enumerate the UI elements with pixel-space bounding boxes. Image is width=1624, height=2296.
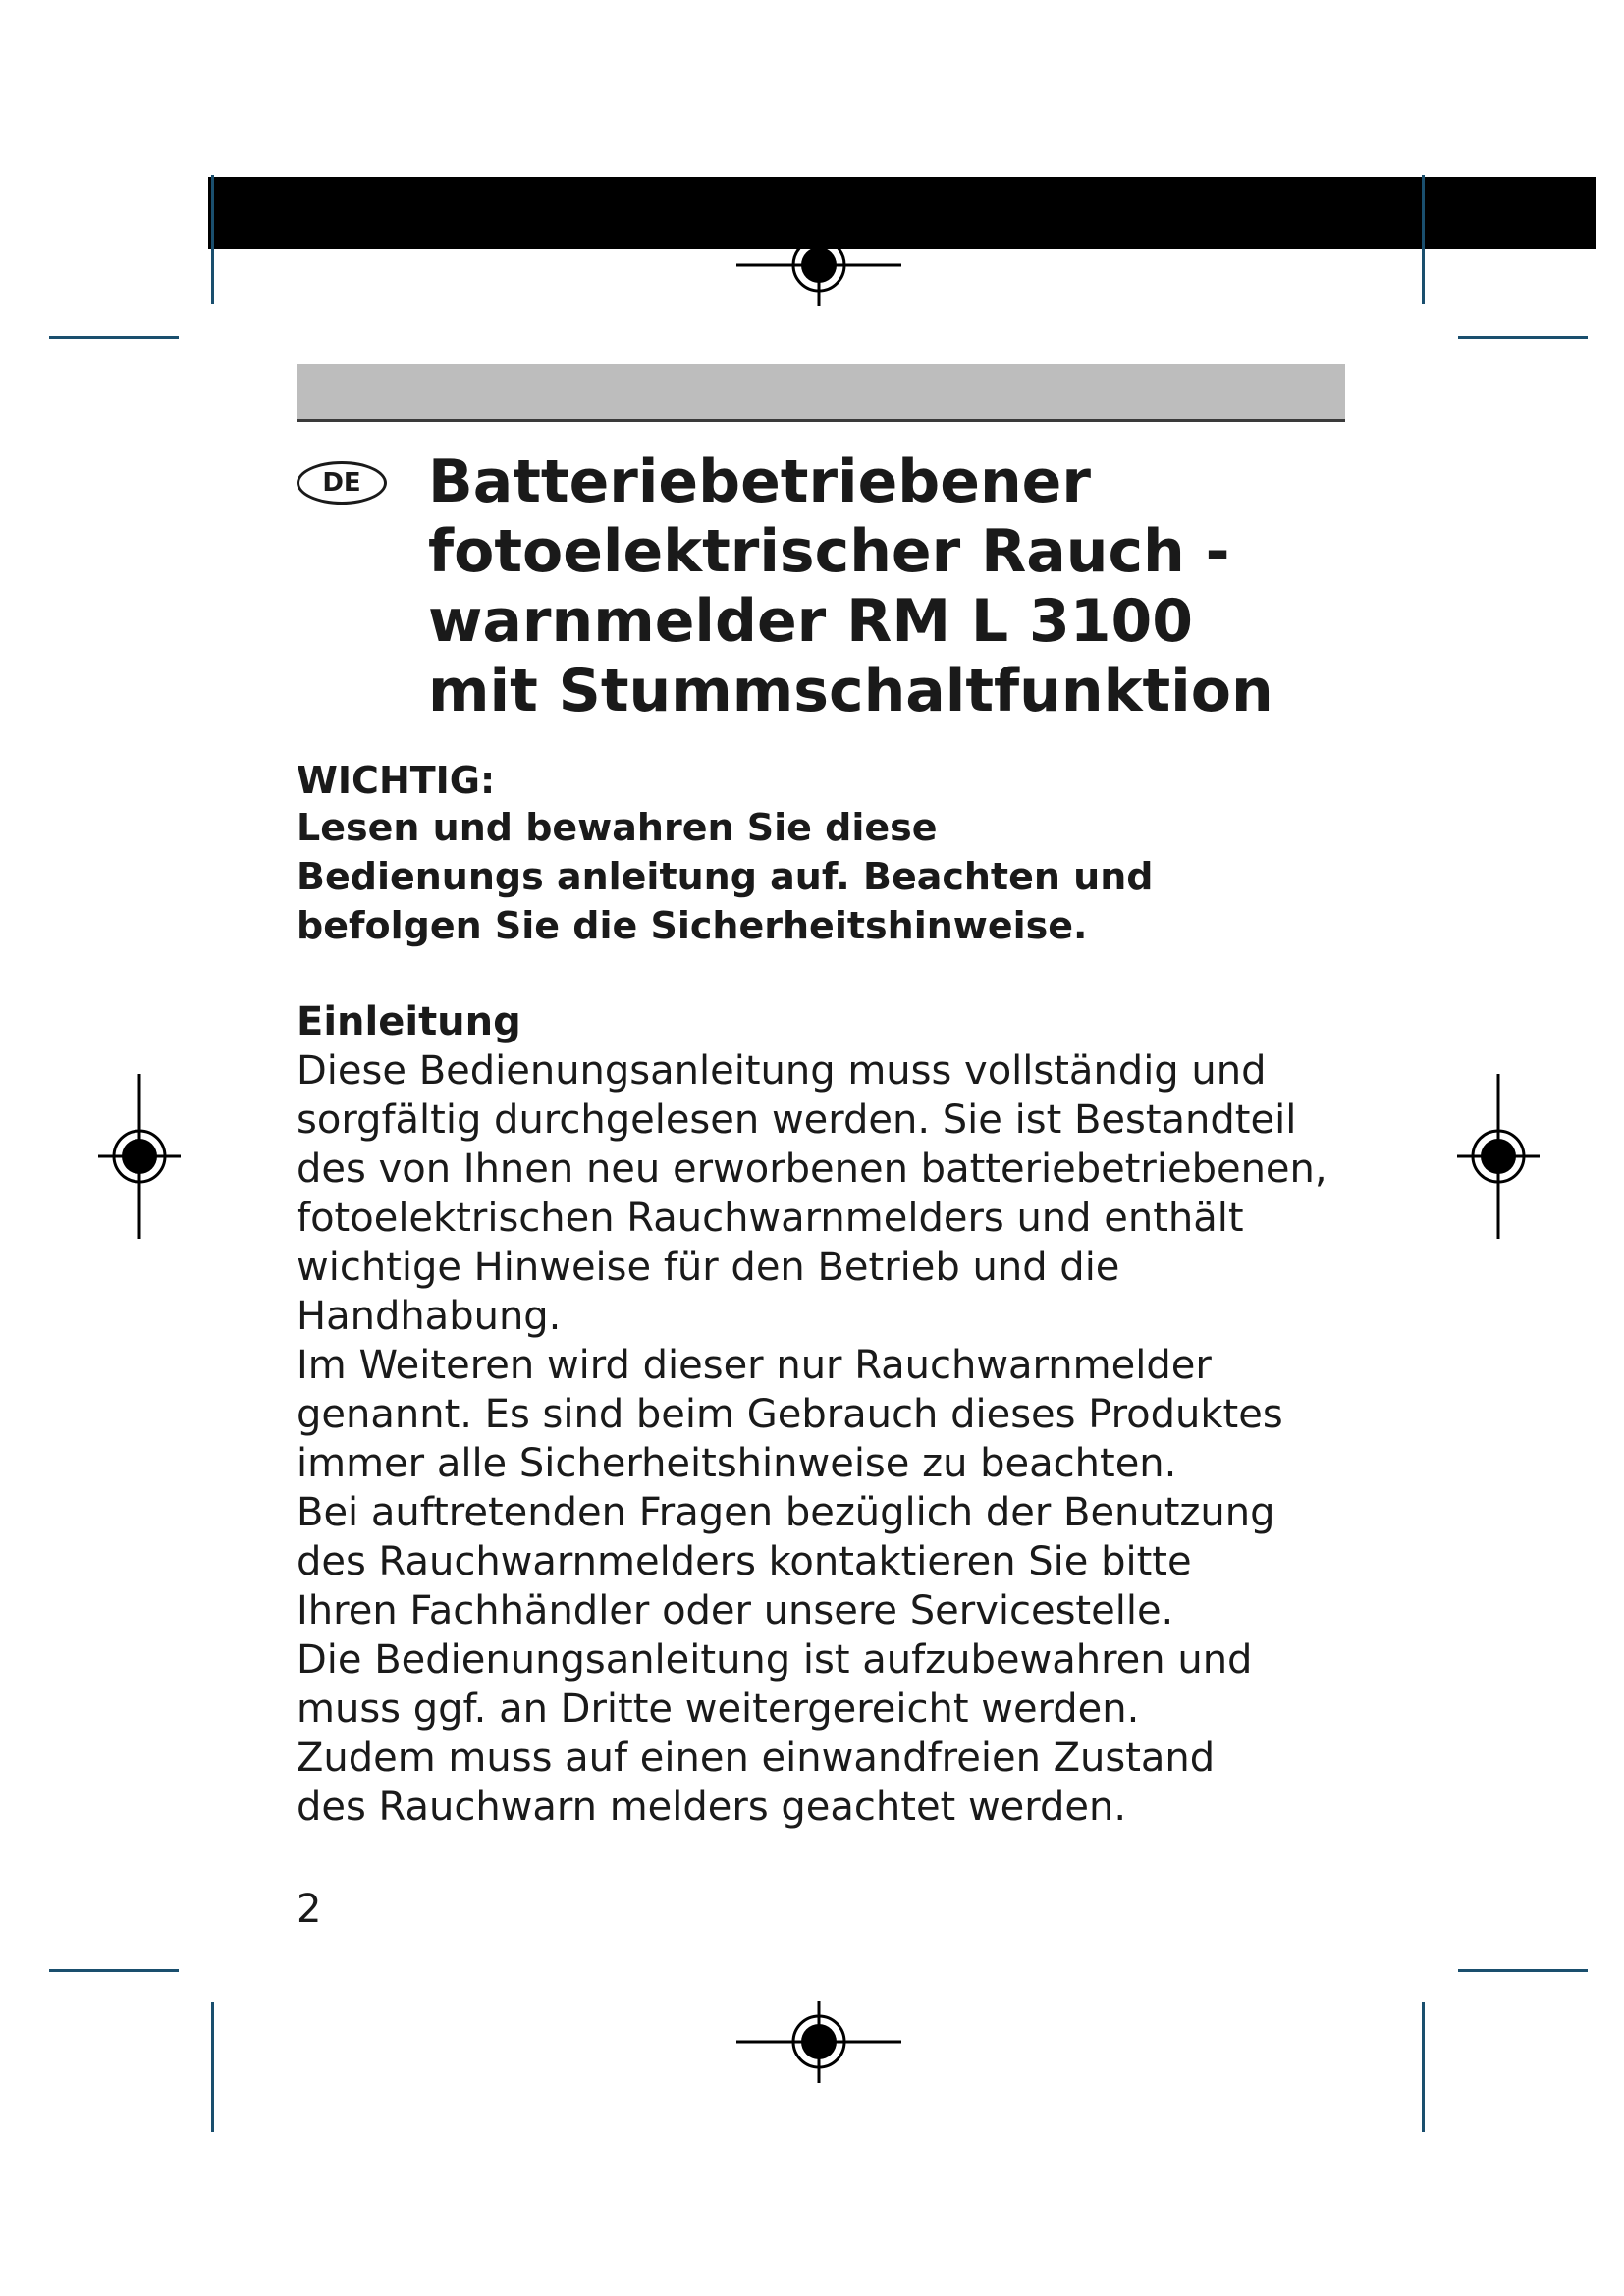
page-number: 2 bbox=[297, 1887, 322, 1932]
registration-mark-icon bbox=[98, 1074, 181, 1239]
registration-mark-icon bbox=[736, 2001, 901, 2083]
registration-mark-icon bbox=[1457, 1074, 1540, 1239]
crop-mark-bottom-left-vertical bbox=[211, 2002, 214, 2132]
important-label: WICHTIG: bbox=[297, 759, 496, 802]
crop-mark-top-left-vertical bbox=[211, 175, 214, 304]
crop-mark-bottom-right-vertical bbox=[1422, 2002, 1425, 2132]
crop-mark-top-right-horizontal bbox=[1458, 336, 1588, 339]
crop-mark-bottom-right-horizontal bbox=[1458, 1969, 1588, 1972]
registration-mark-icon bbox=[736, 224, 901, 306]
language-badge bbox=[297, 461, 387, 505]
language-badge-label: DE bbox=[322, 468, 361, 498]
page-title: Batteriebetriebener fotoelektrischer Rauch - warnmelder RM L 3100 mit Stummschaltfunktion bbox=[428, 448, 1273, 725]
header-bar bbox=[208, 177, 1596, 249]
section-bar bbox=[297, 364, 1345, 422]
section-heading-introduction: Einleitung bbox=[297, 999, 521, 1044]
crop-mark-top-left-horizontal bbox=[49, 336, 179, 339]
crop-mark-top-right-vertical bbox=[1422, 175, 1425, 304]
important-text: Lesen und bewahren Sie diese Bedienungs anleitung auf. Beachten und befolgen Sie die Sicherheitshinweise. bbox=[297, 806, 1154, 947]
introduction-body: Diese Bedienungsanleitung muss vollständig und sorgfältig durchgelesen werden. Sie ist Bestandteil des von Ihnen neu erworbenen batteriebetriebenen, fotoelektrischen Rauchwarnmelders und enthält wichtige Hinweise für den Betrieb und die Handhabung. Im Weiteren wird dieser nur Rauchwarnmelder genannt. Es sind beim Gebrauch dieses Produktes immer alle Sicherheitshinweise zu beachten. Bei auftretenden Fragen bezüglich der Benutzung des Rauchwarnmelders kontaktieren Sie bitte Ihren Fachhändler oder unsere Servicestelle. Die Bedienungsanleitung ist aufzubewahren und muss ggf. an Dritte weitergereicht werden. Zudem muss auf einen einwandfreien Zustand des Rauchwarn melders geachtet werden. bbox=[297, 1048, 1327, 1830]
crop-mark-bottom-left-horizontal bbox=[49, 1969, 179, 1972]
